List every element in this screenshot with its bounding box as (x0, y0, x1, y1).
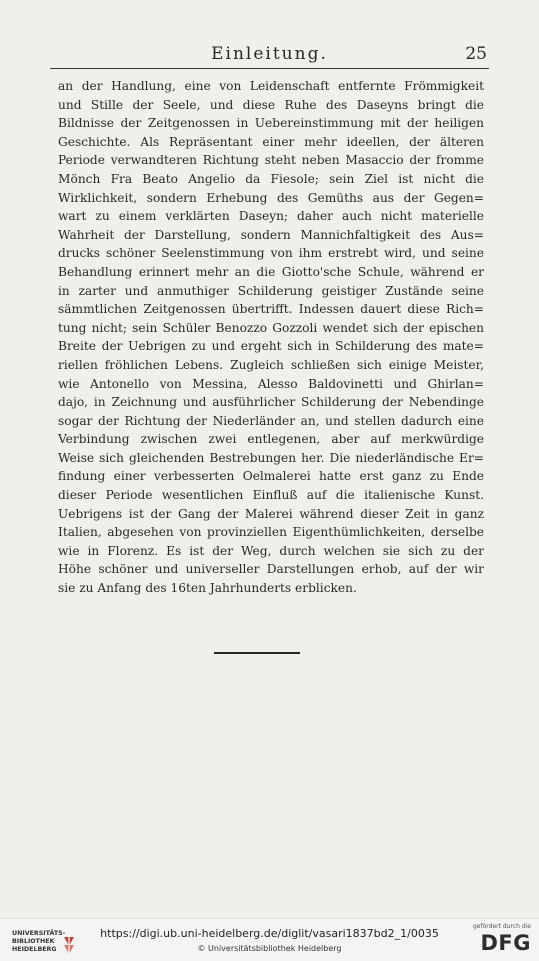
text-line: an der Handlung, eine von Leidenschaft entfernte Frömmigkeit (58, 79, 484, 93)
text-line: wie Antonello von Messina, Alesso Baldovinetti und Ghirlan= (58, 376, 484, 391)
text-line: riellen fröhlichen Lebens. Zugleich schließen sich einige Meister, (58, 357, 484, 372)
page-number: 25 (465, 44, 487, 64)
text-line: Höhe schöner und universeller Darstellungen erhob, auf der wir (58, 562, 484, 577)
library-name: UNIVERSITÄTS- BIBLIOTHEK HEIDELBERG (12, 930, 66, 953)
section-end-rule (214, 652, 300, 654)
body-text (58, 77, 484, 598)
text-line: Italien, abgesehen von provinziellen Eigenthümlichkeiten, derselbe (58, 525, 484, 540)
text-line: Weise sich gleichenden Bestrebungen her. Die niederländische Er= (58, 450, 484, 465)
text-line: dajo, in Zeichnung und ausführlicher Schilderung der Nebendinge (58, 395, 484, 410)
text-line: Uebrigens ist der Gang der Malerei während dieser Zeit in ganz (58, 506, 484, 521)
text-line: sogar der Richtung der Niederländer an, und stellen dadurch eine (58, 413, 484, 428)
text-line: wart zu einem verklärten Daseyn; daher auch nicht materielle (58, 209, 484, 224)
text-line: dieser Periode wesentlichen Einfluß auf die italienische Kunst. (58, 488, 484, 503)
page-url[interactable]: https://digi.ub.uni-heidelberg.de/diglit/vasari1837bd2_1/0035 (100, 927, 439, 940)
text-line: in zarter und anmuthiger Schilderung geistiger Zustände seine (58, 283, 484, 298)
text-line: Mönch Fra Beato Angelio da Fiesole; sein Ziel ist nicht die (58, 171, 484, 186)
funding-note: gefördert durch die (473, 923, 531, 930)
text-line: wie in Florenz. Es ist der Weg, durch welchen sie sich zu der (58, 543, 484, 558)
dfg-logo[interactable] (473, 923, 531, 955)
text-line: und Stille der Seele, und diese Ruhe des Daseyns bringt die (58, 97, 484, 112)
text-line: sie zu Anfang des 16ten Jahrhunderts erblicken. (58, 581, 357, 596)
text-line: Verbindung zwischen zwei entlegenen, aber auf merkwürdige (58, 432, 484, 447)
funder-logo-text: DFG (480, 931, 531, 955)
copyright-notice: © Universitätsbibliothek Heidelberg (197, 944, 342, 953)
header-title: Einleitung. (211, 44, 328, 64)
text-line: Geschichte. Als Repräsentant einer mehr ideellen, der älteren (58, 134, 484, 149)
text-line: Behandlung erinnert mehr an die Giotto'sche Schule, während er (58, 264, 484, 279)
text-line: sämmtlichen Zeitgenossen übertrifft. Indessen dauert diese Rich= (58, 302, 484, 317)
text-line: drucks schöner Seelenstimmung von ihm erstrebt wird, und seine (58, 246, 484, 261)
text-line: Wirklichkeit, sondern Erhebung des Gemüths aus der Gegen= (58, 190, 484, 205)
viewer-footer (0, 918, 539, 961)
text-line: findung einer verbesserten Oelmalerei hatte erst ganz zu Ende (58, 469, 484, 484)
text-line: tung nicht; sein Schüler Benozzo Gozzoli wendet sich der epischen (58, 320, 484, 335)
running-header (50, 44, 489, 69)
text-line: Periode verwandteren Richtung steht neben Masaccio der fromme (58, 153, 484, 168)
text-line: Wahrheit der Darstellung, sondern Mannichfaltigkeit des Aus= (58, 227, 484, 242)
text-line: Breite der Uebrigen zu und ergeht sich in Schilderung des mate= (58, 339, 484, 354)
text-line: Bildnisse der Zeitgenossen in Uebereinstimmung mit der heiligen (58, 116, 484, 131)
